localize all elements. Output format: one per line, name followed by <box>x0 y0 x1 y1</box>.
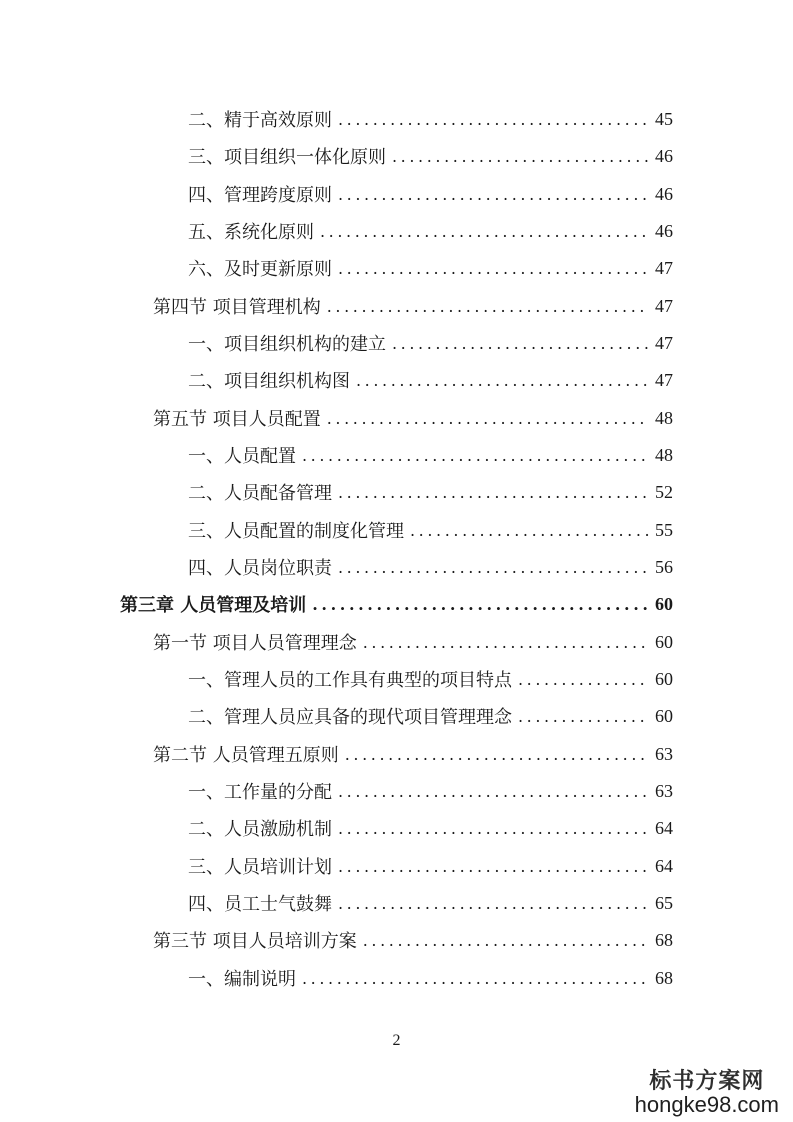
toc-entry-page: 63 <box>655 780 673 801</box>
toc-leader-dots <box>338 819 649 838</box>
toc-entry-page: 60 <box>655 593 673 614</box>
toc-entry <box>188 701 673 731</box>
toc-entry-title: 第二节 人员管理五原则 <box>153 745 339 766</box>
toc-entry-title: 二、人员配备管理 <box>188 483 332 504</box>
watermark-logo <box>635 1070 779 1116</box>
toc-entry-title: 二、精于高效原则 <box>188 110 332 131</box>
toc-entry-page: 48 <box>655 407 673 428</box>
toc-leader-dots <box>392 147 649 166</box>
toc-entry <box>188 963 673 993</box>
toc-entry <box>188 813 673 843</box>
toc-entry <box>153 739 673 769</box>
toc-entry <box>153 403 673 433</box>
toc-entry-title: 二、管理人员应具备的现代项目管理理念 <box>188 707 512 728</box>
toc-entry-title: 第四节 项目管理机构 <box>153 297 321 318</box>
toc-chapter-entry <box>120 589 673 619</box>
toc-entry-page: 47 <box>655 369 673 390</box>
toc-leader-dots <box>338 483 649 502</box>
toc-entry-page: 46 <box>655 145 673 166</box>
toc-leader-dots <box>338 558 649 577</box>
toc-leader-dots <box>312 595 649 614</box>
toc-entry-page: 47 <box>655 257 673 278</box>
toc-entry-title: 三、人员配置的制度化管理 <box>188 521 404 542</box>
toc-entry <box>188 851 673 881</box>
toc-entry-page: 64 <box>655 855 673 876</box>
toc-leader-dots <box>338 857 649 876</box>
toc-leader-dots <box>363 931 649 950</box>
toc-leader-dots <box>392 334 649 353</box>
toc-entry-page: 52 <box>655 481 673 502</box>
toc-entry-page: 60 <box>655 631 673 652</box>
toc-entry-page: 47 <box>655 332 673 353</box>
toc-leader-dots <box>302 446 649 465</box>
toc-leader-dots <box>320 222 649 241</box>
toc-entry-page: 60 <box>655 668 673 689</box>
toc-entry-page: 47 <box>655 295 673 316</box>
toc-leader-dots <box>338 110 649 129</box>
toc-entry <box>188 216 673 246</box>
toc-leader-dots <box>338 259 649 278</box>
toc-leader-dots <box>338 782 649 801</box>
toc-entry-page: 64 <box>655 817 673 838</box>
toc-entry-page: 63 <box>655 743 673 764</box>
toc-entry-title: 第一节 项目人员管理理念 <box>153 633 357 654</box>
toc-entry <box>188 179 673 209</box>
toc-entry-title: 三、人员培训计划 <box>188 857 332 878</box>
toc-entry-title: 一、人员配置 <box>188 446 296 467</box>
toc-leader-dots <box>302 969 649 988</box>
toc-leader-dots <box>327 409 649 428</box>
toc-entry-title: 第五节 项目人员配置 <box>153 409 321 430</box>
toc-entry-page: 48 <box>655 444 673 465</box>
toc-entry <box>153 925 673 955</box>
toc-entry <box>188 328 673 358</box>
toc-entry <box>153 291 673 321</box>
toc-entry <box>153 627 673 657</box>
watermark-en: hongke98.com <box>634 1092 779 1117</box>
toc-entry-title: 一、管理人员的工作具有典型的项目特点 <box>188 670 512 691</box>
toc-entry <box>188 440 673 470</box>
toc-leader-dots <box>338 894 649 913</box>
toc-entry-title: 一、工作量的分配 <box>188 782 332 803</box>
toc-entry-title: 二、项目组织机构图 <box>188 371 350 392</box>
toc-entry <box>188 776 673 806</box>
toc-leader-dots <box>338 185 649 204</box>
toc-entry <box>188 104 673 134</box>
toc-entry-page: 45 <box>655 108 673 129</box>
toc-entry-page: 55 <box>655 519 673 540</box>
toc-entry-title: 三、项目组织一体化原则 <box>188 147 386 168</box>
toc-leader-dots <box>356 371 649 390</box>
toc-entry-title: 五、系统化原则 <box>188 222 314 243</box>
toc-entry-page: 46 <box>655 183 673 204</box>
toc-entry <box>188 888 673 918</box>
toc-entry-title: 第三章 人员管理及培训 <box>120 595 307 616</box>
toc-entry <box>188 365 673 395</box>
toc-entry-title: 六、及时更新原则 <box>188 259 332 280</box>
toc-entry <box>188 552 673 582</box>
toc-entry <box>188 664 673 694</box>
toc-entry-title: 四、人员岗位职责 <box>188 558 332 579</box>
toc-entry-title: 第三节 项目人员培训方案 <box>153 931 357 952</box>
toc-entry-page: 56 <box>655 556 673 577</box>
toc-entry-page: 68 <box>655 967 673 988</box>
toc-entry-title: 一、编制说明 <box>188 969 296 990</box>
toc-entry <box>188 141 673 171</box>
toc-entry-page: 65 <box>655 892 673 913</box>
toc-entry-page: 68 <box>655 929 673 950</box>
page-number: 2 <box>392 1032 401 1049</box>
toc-entry-page: 60 <box>655 705 673 726</box>
toc-entry-title: 四、员工士气鼓舞 <box>188 894 332 915</box>
toc-leader-dots <box>327 297 649 316</box>
toc-entry-title: 二、人员激励机制 <box>188 819 332 840</box>
toc-entry <box>188 515 673 545</box>
toc-leader-dots <box>345 745 649 764</box>
toc-leader-dots <box>410 521 649 540</box>
toc-entry <box>188 253 673 283</box>
toc-entry-title: 一、项目组织机构的建立 <box>188 334 386 355</box>
toc-entry-title: 四、管理跨度原则 <box>188 185 332 206</box>
toc-entry-page: 46 <box>655 220 673 241</box>
toc-entry <box>188 477 673 507</box>
toc-leader-dots <box>518 707 649 726</box>
toc-leader-dots <box>363 633 649 652</box>
toc-leader-dots <box>518 670 649 689</box>
watermark-cn: 标书方案网 <box>649 1068 765 1094</box>
